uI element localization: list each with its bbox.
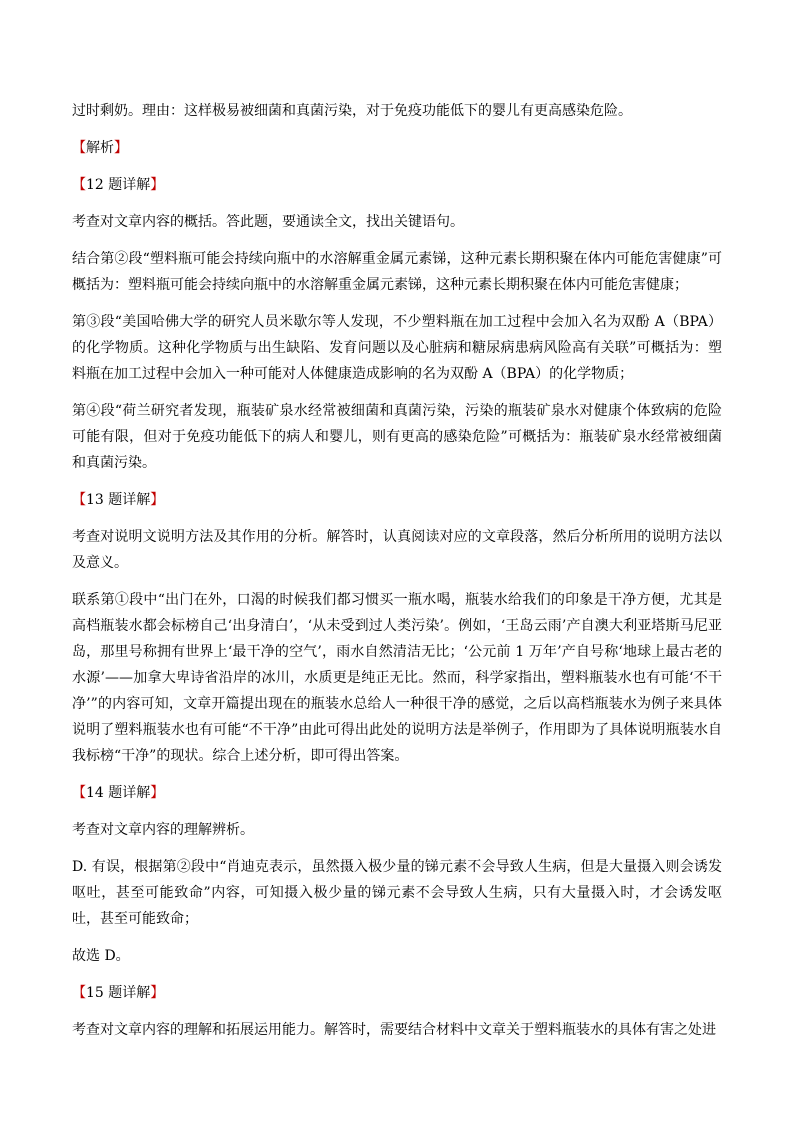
bracket-left: 【 bbox=[72, 785, 86, 801]
q12-paragraph-3: 第③段“美国哈佛大学的研究人员米歇尔等人发现，不少塑料瓶在加工过程中会加入名为双酚 A（BPA）的化学物质。这种化学物质与出生缺陷、发育问题以及心脏病和糖尿病患病风险高有关联”可概括为：塑料瓶在加工过程中会加入一种可能对人体健康造成影响的名为双酚 A（BPA）的化学物质； bbox=[72, 314, 722, 382]
bracket-left: 【 bbox=[72, 177, 86, 193]
heading-label: 15 题详解 bbox=[86, 985, 151, 1001]
bracket-right: 】 bbox=[150, 177, 165, 193]
heading-label: 14 题详解 bbox=[86, 785, 151, 801]
q15-intro: 考查对文章内容的理解和拓展运用能力。解答时，需要结合材料中文章关于塑料瓶装水的具体有害之处进 bbox=[72, 1022, 716, 1038]
section-heading-q15 bbox=[72, 980, 722, 1006]
q14-answer: 故选 D。 bbox=[72, 948, 130, 964]
bracket-right: 】 bbox=[114, 140, 128, 156]
q13-analysis: 联系第①段中“出门在外，口渴的时候我们都习惯买一瓶水喝，瓶装水给我们的印象是干净方便，尤其是高档瓶装水都会标榜自己‘出身清白’，‘从未受到过人类污染’。例如，‘王岛云雨’产自澳大利亚塔斯马尼亚岛，那里号称拥有世界上‘最干净的空气’，雨水自然清洁无比；‘公元前 1 万年’产自号称‘地球上最古老的水源’——加拿大卑诗省沿岸的冰川，水质更是纯正无比。然而，科学家指出，塑料瓶装水也有可能‘不干净’”的内容可知，文章开篇提出现在的瓶装水总给人一种很干净的感觉，之后以高档瓶装水为例子来具体说明了塑料瓶装水也有可能“不干净”由此可得出此处的说明方法是举例子，作用即为了具体说明瓶装水自我标榜“干净”的现状。综合上述分析，即可得出答案。 bbox=[72, 592, 722, 764]
section-heading-q14 bbox=[72, 780, 722, 806]
section-heading-q13 bbox=[72, 487, 722, 513]
bracket-right: 】 bbox=[150, 785, 165, 801]
q14-option-d: D. 有误，根据第②段中“肖迪克表示，虽然摄入极少量的锑元素不会导致人生病，但是大量摄入则会诱发呕吐，甚至可能致命”内容，可知摄入极少量的锑元素不会导致人生病，只有大量摄入时，才会诱发呕吐，甚至可能致命； bbox=[72, 859, 722, 927]
q12-paragraph-4: 第④段“荷兰研究者发现，瓶装矿泉水经常被细菌和真菌污染，污染的瓶装矿泉水对健康个体致病的危险可能有限，但对于免疫功能低下的病人和婴儿，则有更高的感染危险”可概括为：瓶装矿泉水经常被细菌和真菌污染。 bbox=[72, 403, 722, 471]
section-heading-analysis bbox=[72, 135, 722, 161]
bracket-left: 【 bbox=[72, 140, 86, 156]
q13-intro: 考查对说明文说明方法及其作用的分析。解答时，认真阅读对应的文章段落，然后分析所用的说明方法以及意义。 bbox=[72, 529, 722, 571]
heading-label: 13 题详解 bbox=[86, 492, 151, 508]
q12-paragraph-2: 结合第②段“塑料瓶可能会持续向瓶中的水溶解重金属元素锑，这种元素长期积聚在体内可能危害健康”可概括为：塑料瓶可能会持续向瓶中的水溶解重金属元素锑，这种元素长期积聚在体内可能危害健康； bbox=[72, 251, 722, 293]
q12-intro: 考查对文章内容的概括。答此题，要通读全文，找出关键语句。 bbox=[72, 214, 464, 230]
bracket-right: 】 bbox=[150, 492, 165, 508]
q14-intro: 考查对文章内容的理解辨析。 bbox=[72, 822, 254, 838]
bracket-left: 【 bbox=[72, 985, 86, 1001]
section-heading-q12 bbox=[72, 172, 722, 198]
bracket-left: 【 bbox=[72, 492, 86, 508]
heading-label: 解析 bbox=[86, 140, 114, 156]
document-page bbox=[72, 98, 722, 1054]
answer-line: 过时剩奶。理由：这样极易被细菌和真菌污染，对于免疫功能低下的婴儿有更高感染危险。 bbox=[72, 103, 632, 119]
bracket-right: 】 bbox=[150, 985, 165, 1001]
heading-label: 12 题详解 bbox=[86, 177, 151, 193]
